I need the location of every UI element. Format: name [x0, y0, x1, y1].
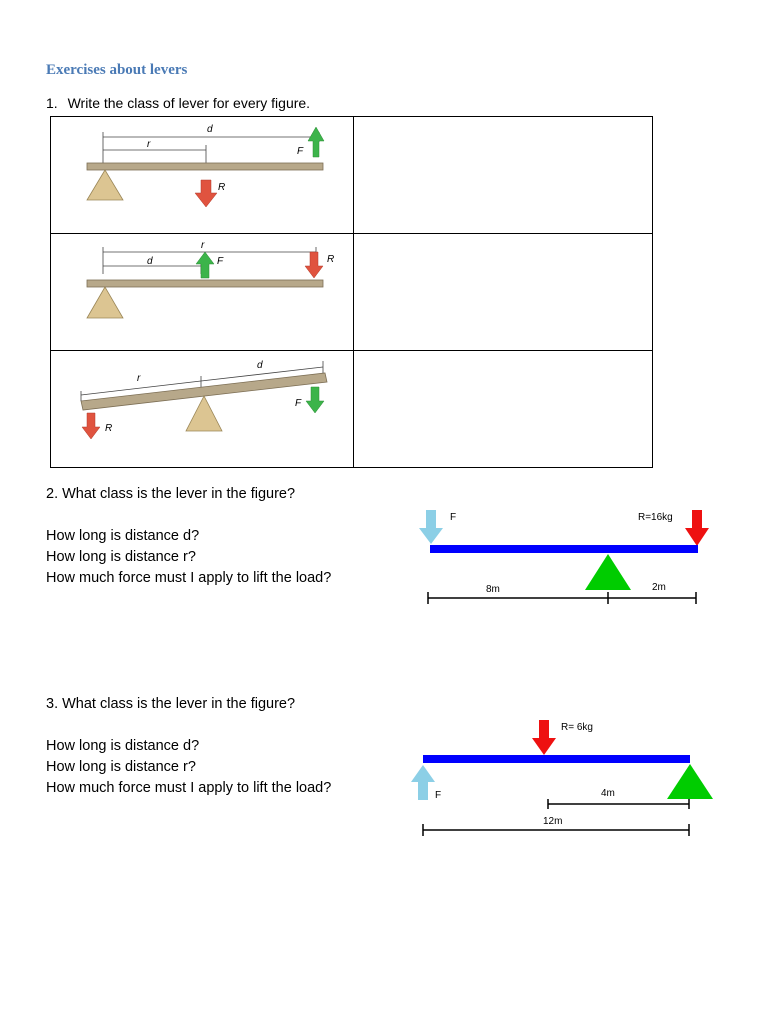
load-arrow-icon	[82, 413, 100, 439]
question-1	[46, 95, 310, 111]
question-3	[46, 694, 331, 799]
effort-arrow-icon	[196, 252, 214, 278]
lever-plank	[87, 280, 323, 287]
question-1-text: Write the class of lever for every figure.	[67, 95, 311, 111]
question-3-line-r: How long is distance r?	[46, 759, 196, 775]
fulcrum-icon	[667, 764, 713, 799]
lever-plank	[87, 163, 323, 170]
lever-figure-3	[51, 351, 353, 467]
label-r: r	[137, 373, 141, 384]
label-R: R	[218, 182, 226, 193]
label-R: R	[105, 423, 113, 434]
table-row	[51, 117, 653, 234]
force-label: F	[450, 512, 457, 523]
question-2-prompt: 2. What class is the lever in the figure?	[46, 486, 296, 502]
lever-figure-2	[51, 234, 353, 350]
question-2-line-r: How long is distance r?	[46, 549, 196, 565]
question-2-line-d: How long is distance d?	[46, 528, 200, 544]
answer-cell-1[interactable]	[354, 117, 653, 234]
load-arrow-icon	[195, 180, 217, 207]
force-label: F	[435, 790, 442, 801]
question-3-prompt: 3. What class is the lever in the figure?	[46, 696, 296, 712]
load-arrow-icon	[685, 510, 709, 546]
figure-cell-3	[51, 351, 354, 468]
distance-short-label: 4m	[601, 788, 615, 799]
effort-arrow-icon	[306, 387, 324, 413]
table-row	[51, 351, 653, 468]
figure-cell-1	[51, 117, 354, 234]
label-d: d	[257, 360, 263, 371]
table-row	[51, 234, 653, 351]
fulcrum-icon	[186, 396, 222, 431]
question-2	[46, 484, 331, 589]
beam	[423, 755, 690, 763]
effort-arrow-icon	[308, 127, 324, 157]
fulcrum-icon	[87, 170, 123, 200]
label-r: r	[147, 139, 151, 150]
load-arrow-icon	[305, 252, 323, 278]
label-F: F	[295, 398, 302, 409]
answer-cell-2[interactable]	[354, 234, 653, 351]
load-label: R= 6kg	[561, 722, 593, 733]
distance-long-label: 12m	[543, 816, 563, 827]
lever-figures-table	[50, 116, 653, 468]
label-d: d	[207, 124, 213, 135]
beam	[430, 545, 698, 553]
question-3-line-force: How much force must I apply to lift the load?	[46, 780, 332, 796]
question-3-line-d: How long is distance d?	[46, 738, 200, 754]
label-r: r	[201, 240, 205, 251]
question-1-number: 1.	[46, 95, 58, 111]
page-title: Exercises about levers	[46, 62, 188, 78]
question-3-diagram	[405, 708, 720, 840]
effort-arrow-icon	[419, 510, 443, 544]
answer-cell-3[interactable]	[354, 351, 653, 468]
label-R: R	[327, 254, 335, 265]
figure-cell-2	[51, 234, 354, 351]
label-d: d	[147, 256, 153, 267]
fulcrum-icon	[87, 287, 123, 318]
load-label: R=16kg	[638, 512, 673, 523]
distance-left-label: 8m	[486, 584, 500, 595]
lever-figure-1	[51, 117, 353, 233]
label-F: F	[297, 146, 304, 157]
question-2-line-force: How much force must I apply to lift the load?	[46, 570, 332, 586]
question-2-diagram	[410, 500, 720, 610]
label-F: F	[217, 256, 224, 267]
effort-arrow-icon	[411, 765, 435, 800]
fulcrum-icon	[585, 554, 631, 590]
distance-right-label: 2m	[652, 582, 666, 593]
load-arrow-icon	[532, 720, 556, 755]
